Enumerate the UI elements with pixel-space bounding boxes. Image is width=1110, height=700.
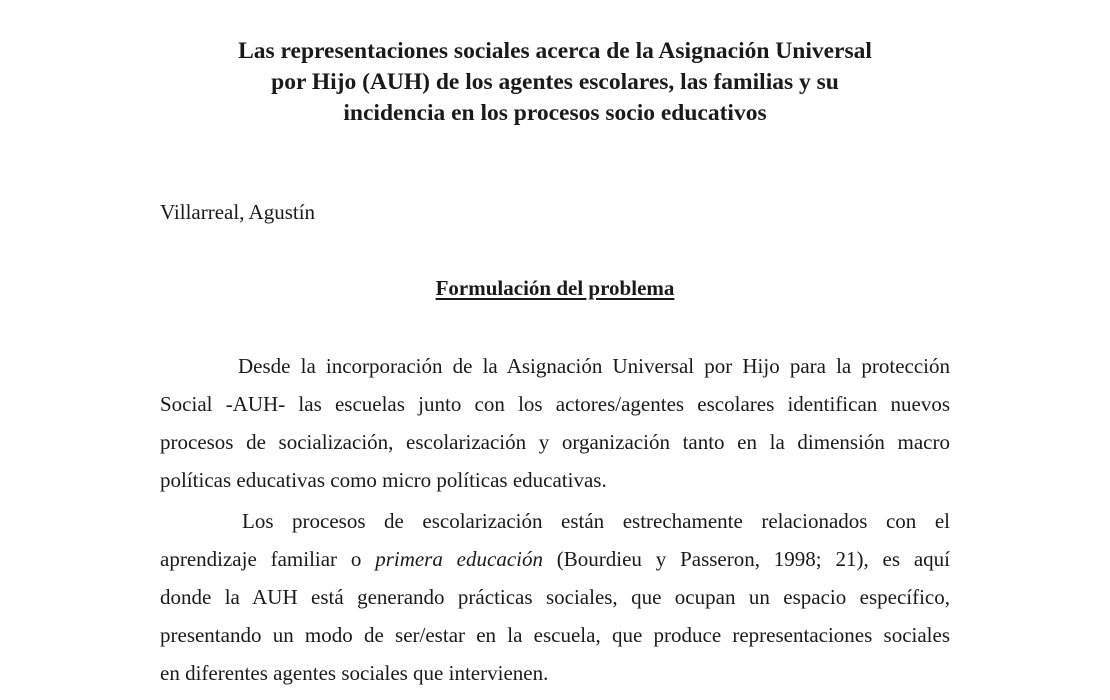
title-line-1: Las representaciones sociales acerca de la Asignación Universal — [238, 38, 872, 64]
document-title — [170, 36, 940, 129]
paragraph-2-line-2 — [160, 545, 950, 573]
emphasis-primera-educacion: primera educación — [375, 547, 543, 571]
section-heading — [0, 274, 1110, 302]
paragraph-1-line-4: políticas educativas como micro políticas educativas. — [160, 468, 607, 492]
paragraph-2-line-1: Los procesos de escolarización están estrechamente relacionados con el — [242, 509, 950, 533]
paragraph-1-line-2: Social -AUH- las escuelas junto con los actores/agentes escolares identifican nuevos — [160, 392, 950, 416]
paragraph-2-line-2-text-b: (Bourdieu y Passeron, 1998; 21), es aquí — [542, 547, 950, 571]
paragraph-1-line-1: Desde la incorporación de la Asignación Universal por Hijo para la protección — [238, 354, 950, 378]
section-heading-text: Formulación del problema — [435, 276, 675, 300]
title-line-2: por Hijo (AUH) de los agentes escolares, las familias y su — [271, 69, 839, 95]
paragraph-1-line-3: procesos de socialización, escolarización y organización tanto en la dimensión macro — [160, 430, 950, 454]
title-line-3: incidencia en los procesos socio educativos — [343, 100, 767, 126]
author-name: Villarreal, Agustín — [160, 200, 316, 224]
paragraph-2-line-3: donde la AUH está generando prácticas sociales, que ocupan un espacio específico, — [160, 585, 950, 609]
paragraph-2-line-2-text-a: aprendizaje familiar o — [160, 547, 376, 571]
paragraph-2-line-4: presentando un modo de ser/estar en la escuela, que produce representaciones sociales — [160, 623, 950, 647]
paragraph-2-line-5: en diferentes agentes sociales que intervienen. — [160, 661, 549, 685]
